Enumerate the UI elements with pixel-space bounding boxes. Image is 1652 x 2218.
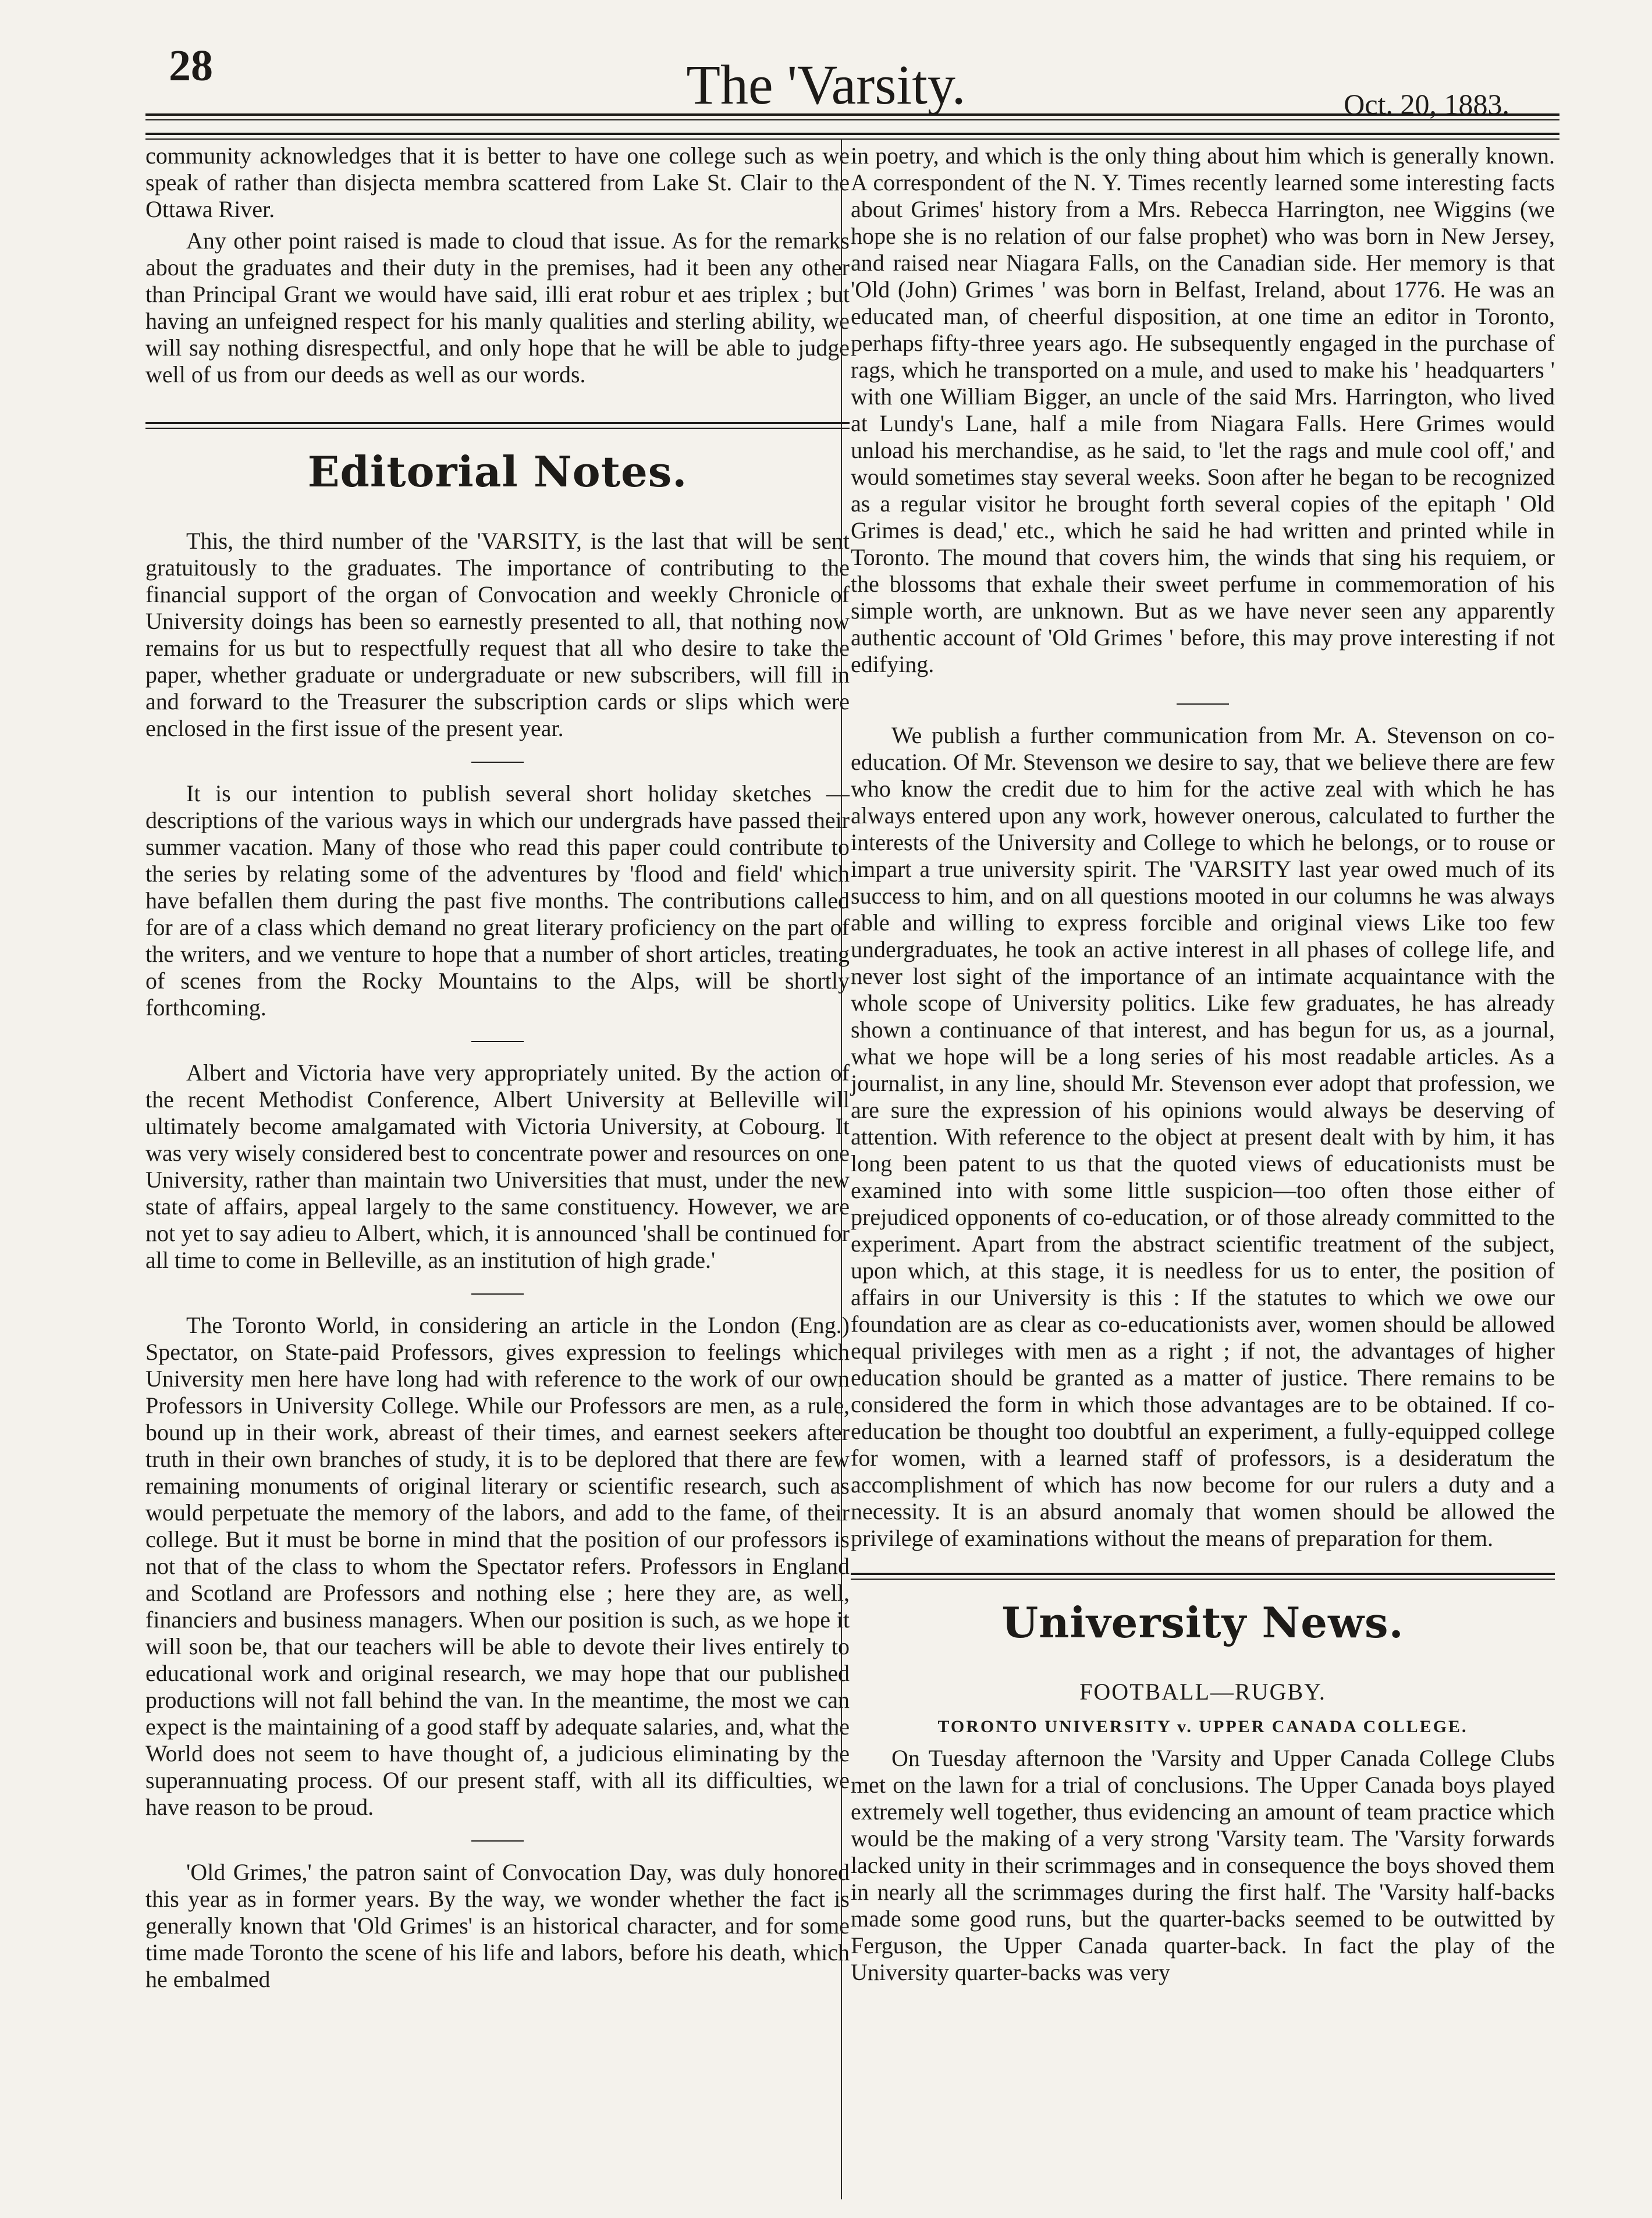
masthead-rule-lower: [145, 133, 1559, 140]
section-rule: [851, 1573, 1555, 1580]
note-separator: [471, 1041, 524, 1042]
continued-paragraph: Any other point raised is made to cloud that issue. As for the remarks about the graduates and their duty in the premises, had it been any other than Principal Grant we would have said, illi erat robur et aes triplex ; but having an unfeigned respect for his manly qualities and sterling ability, we will say nothing disrespectful, and only hope that he will be able to judge well of us from our deeds as well as our words.: [145, 228, 850, 388]
note-separator: [471, 1840, 524, 1842]
note-separator: [471, 1293, 524, 1295]
editorial-note: 'Old Grimes,' the patron saint of Convocation Day, was duly honored this year as in former years. By the way, we wonder whether the fact is generally known that 'Old Grimes' is an historical character, and for some time made Toronto the scene of his life and labors, before his death, which he embalmed: [145, 1859, 850, 1992]
editorial-note: Albert and Victoria have very appropriately united. By the action of the recent Methodist Conference, Albert University at Belleville will ultimately become amalgamated with Victoria University, at Cobourg. It was very wisely considered best to concentrate power and resources on one University, rather than maintain two Universities that must, under the new state of affairs, appeal largely to the same constituency. However, we are not yet to say adieu to Albert, which, it is announced 'shall be continued for all time to come in Belleville, as an institution of high grade.': [145, 1060, 850, 1273]
stevenson-note: We publish a further communication from Mr. A. Stevenson on co-education. Of Mr. Stevenson we desire to say, that we believe there are few who know the credit due to him for the active zeal with which he has always entered upon any work, however onerous, calculated to further the interests of the University and College to which he belongs, or to rouse or impart a true university spirit. The 'VARSITY last year owed much of its success to him, and on all questions mooted in our columns he was always able and willing to express forcible and original views Like too few undergraduates, he took an active interest in all phases of college life, and never lost sight of the importance of an intimate acquaintance with the whole scope of University politics. Like few graduates, he has already shown a continuance of that interest, and has begun for us, as a journal, what we hope will be a long series of his most readable articles. As a journalist, in any line, should Mr. Stevenson ever adopt that profession, we are sure the expression of his opinions would always be deserving of attention. With reference to the object at present dealt with by him, it has long been patent to us that the quoted views of educationists must be examined into with some little suspicion—too often those either of prejudiced opponents of co-education, or of those already committed to the experiment. Apart from the abstract scientific treatment of the subject, upon which, at this stage, it is needless for us to enter, the position of affairs in our University is this : If the statutes to which we owe our foundation are as clear as co-educationists aver, women should be allowed equal privileges with men as a right ; if not, the advantages of higher education should be granted as a matter of justice. There remains to be considered the form in which those advantages are to be obtained. If co-education be thought too doubtful an experiment, a fully-equipped college for women, with a learned staff of professors, is a desideratum the accomplishment of which has now become for our rulers a duty and a necessity. It is an absurd anomaly that women should be allowed the privilege of examinations without the means of preparation for them.: [851, 722, 1555, 1551]
right-column: [851, 143, 1555, 1986]
left-column: [145, 143, 850, 1993]
match-title: TORONTO UNIVERSITY v. UPPER CANADA COLLEGE.: [937, 1717, 1468, 1736]
masthead-rule: [145, 113, 1559, 120]
university-news-heading: University News.: [1001, 1598, 1404, 1647]
note-separator: [471, 762, 524, 763]
continued-paragraph: community acknowledges that it is better to have one college such as we speak of rather than disjecta membra scattered from Lake St. Clair to the Ottawa River.: [145, 143, 850, 222]
masthead: [0, 0, 1652, 122]
note-separator: [1177, 703, 1229, 705]
match-report: On Tuesday afternoon the 'Varsity and Upper Canada College Clubs met on the lawn for a trial of conclusions. The Upper Canada boys played extremely well together, thus evidencing an amount of team practice which would be the making of a very strong 'Varsity team. The 'Varsity forwards lacked unity in their scrimmages and in consequence the boys shoved them in nearly all the scrimmages during the first half. The 'Varsity half-backs made some good runs, but the quarter-backs seemed to be outwitted by Ferguson, the Upper Canada quarter-back. In fact the play of the University quarter-backs was very: [851, 1745, 1555, 1985]
section-rule: [145, 422, 850, 429]
editorial-note: It is our intention to publish several short holiday sketches —descriptions of the various ways in which our undergrads have passed their summer vacation. Many of those who read this paper could contribute to the series by relating some of the adventures by 'flood and field' which have befallen them during the past five months. The contributions called for are of a class which demand no great literary proficiency on the part of the writers, and we venture to hope that a number of short articles, treating of scenes from the Rocky Mountains to the Alps, will be shortly forthcoming.: [145, 780, 850, 1021]
grimes-continuation: in poetry, and which is the only thing about him which is generally known. A correspondent of the N. Y. Times recently learned some interesting facts about Grimes' history from a Mrs. Rebecca Harrington, nee Wiggins (we hope she is no relation of our false prophet) who was born in New Jersey, and raised near Niagara Falls, on the Canadian side. Her memory is that 'Old (John) Grimes ' was born in Belfast, Ireland, about 1776. He was an educated man, of cheerful disposition, at one time an editor in Toronto, perhaps fifty-three years ago. He subsequently engaged in the purchase of rags, which he transported on a mule, and used to make his ' headquarters ' with one William Bigger, an uncle of the said Mrs. Harrington, who lived at Lundy's Lane, half a mile from Niagara Falls. Here Grimes would unload his merchandise, as he said, to 'let the rags and mule cool off,' and would sometimes stay several weeks. Soon after he began to be recognized as a regular visitor he brought forth several copies of the epitaph ' Old Grimes is dead,' etc., which he said he had written and printed while in Toronto. The mound that covers him, the winds that sing his requiem, or the blossoms that exhale their sweet perfume in commemoration of his simple worth, are unknown. But as we have never seen any apparently authentic account of 'Old Grimes ' before, this may prove interesting if not edifying.: [851, 143, 1555, 677]
editorial-note: This, the third number of the 'VARSITY, is the last that will be sent gratuitously to the graduates. The importance of contributing to the financial support of the organ of Convocation and weekly Chronicle of University doings has been so earnestly presented to all, that nothing now remains for us but to respectfully request that all who desire to take the paper, whether graduate or undergraduate or new subscribers, will fill in and forward to the Treasurer the subscription cards or slips which were enclosed in the first issue of the present year.: [145, 528, 850, 741]
editorial-notes-heading: Editorial Notes.: [307, 447, 688, 496]
football-subhead: FOOTBALL—RUGBY.: [1079, 1679, 1326, 1705]
page-number: 28: [169, 41, 213, 90]
editorial-note: The Toronto World, in considering an article in the London (Eng.) Spectator, on State-paid Professors, gives expression to feelings which University men here have long had with reference to the work of our own Professors in University College. While our Professors are men, as a rule, bound up in their work, abreast of their times, and earnest seekers after truth in their own branches of study, it is to be deplored that there are few remaining monuments of original literary or scientific research, such as would perpetuate the memory of the labors, and add to the fame, of their college. But it must be borne in mind that the position of our professors is not that of the class to whom the Spectator refers. Professors in England and Scotland are Professors and nothing else ; here they are, as well, financiers and business managers. When our position is such, as we hope it will soon be, that our teachers will be able to devote their lives entirely to educational work and original research, we may hope that our published productions will not fall behind the van. In the meantime, the most we can expect is the maintaining of a good staff by adequate salaries, and, what the World does not seem to have thought of, a judicious eliminating by the superannuating process. Of our present staff, with all its difficulties, we have reason to be proud.: [145, 1312, 850, 1820]
journal-title: The 'Varsity.: [686, 54, 966, 116]
issue-date: Oct. 20, 1883.: [1344, 88, 1509, 120]
